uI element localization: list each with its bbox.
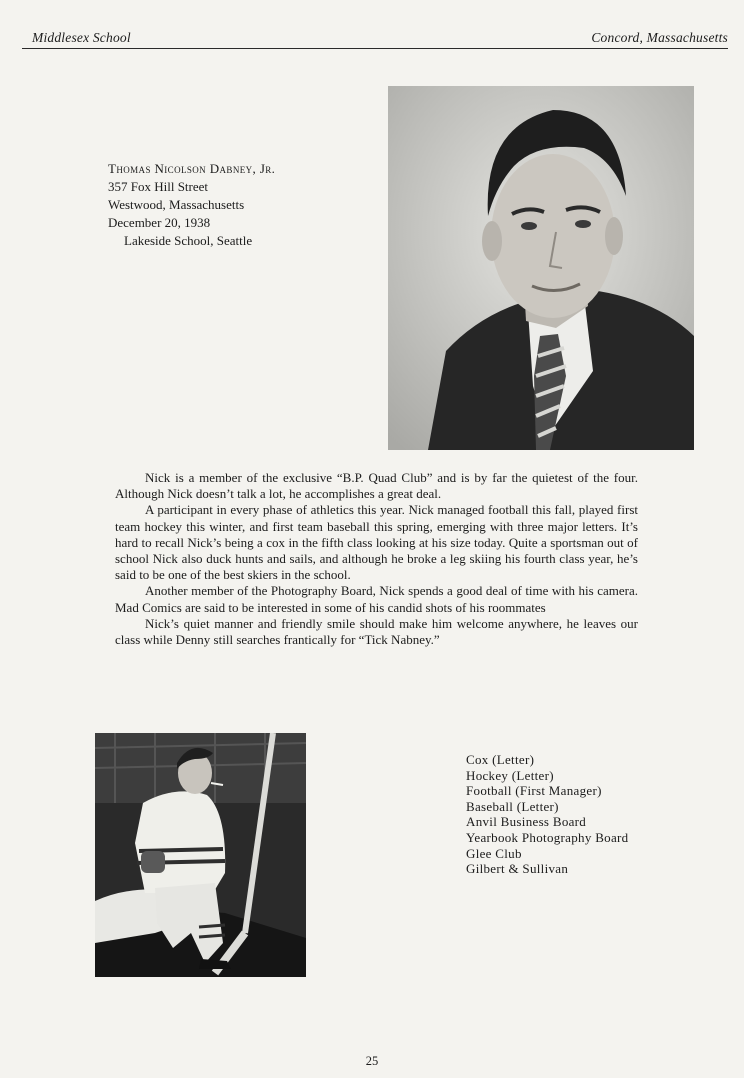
header-location: Concord, Massachusetts (591, 30, 728, 45)
page-number: 25 (365, 1054, 379, 1068)
activities-list (466, 752, 706, 877)
list-item: Glee Club (466, 845, 522, 861)
essay-paragraph: Another member of the Photography Board, Nick spends a good deal of time with his camera. Mad Comics are said to be interested in some of his candid shots of his roommates (115, 583, 638, 615)
student-name: Thomas Nicolson Dabney, Jr. (108, 161, 276, 176)
portrait-photo (388, 86, 694, 450)
page-header (22, 28, 728, 50)
essay-paragraph: Nick is a member of the exclusive “B.P. Quad Club” and is by far the quietest of the four. Although Nick doesn’t talk a lot, he accomplishes a great deal. (115, 470, 638, 502)
student-city: Westwood, Massachusetts (108, 197, 245, 212)
list-item: Anvil Business Board (466, 814, 587, 830)
list-item: Hockey (Letter) (466, 767, 554, 783)
student-essay (115, 470, 638, 648)
list-item: Football (First Manager) (466, 783, 602, 799)
student-bio (108, 160, 368, 250)
header-school: Middlesex School (32, 30, 131, 45)
list-item: Yearbook Photography Board (466, 829, 629, 845)
essay-paragraph: A participant in every phase of athletics this year. Nick managed football this fall, played first team hockey this winter, and first team baseball this spring, emerging with three major letters. It’s hard to recall Nick’s being a cox in the fifth class looking at his size today. Quite a sportsman out of school Nick also duck hunts and sails, and although he broke a leg skiing his fourth class year, he’s said to be one of the best skiers in the school. (115, 502, 638, 583)
student-street: 357 Fox Hill Street (108, 179, 209, 194)
list-item: Gilbert & Sullivan (466, 861, 569, 877)
list-item: Baseball (Letter) (466, 798, 559, 814)
student-prior-school: Lakeside School, Seattle (124, 233, 253, 248)
header-rule (22, 48, 728, 49)
candid-hockey-photo (95, 733, 306, 977)
student-birthdate: December 20, 1938 (108, 215, 211, 230)
essay-paragraph: Nick’s quiet manner and friendly smile should make him welcome anywhere, he leaves our class while Denny still searches frantically for “Tick Nabney.” (115, 615, 638, 648)
list-item: Cox (Letter) (466, 752, 535, 767)
